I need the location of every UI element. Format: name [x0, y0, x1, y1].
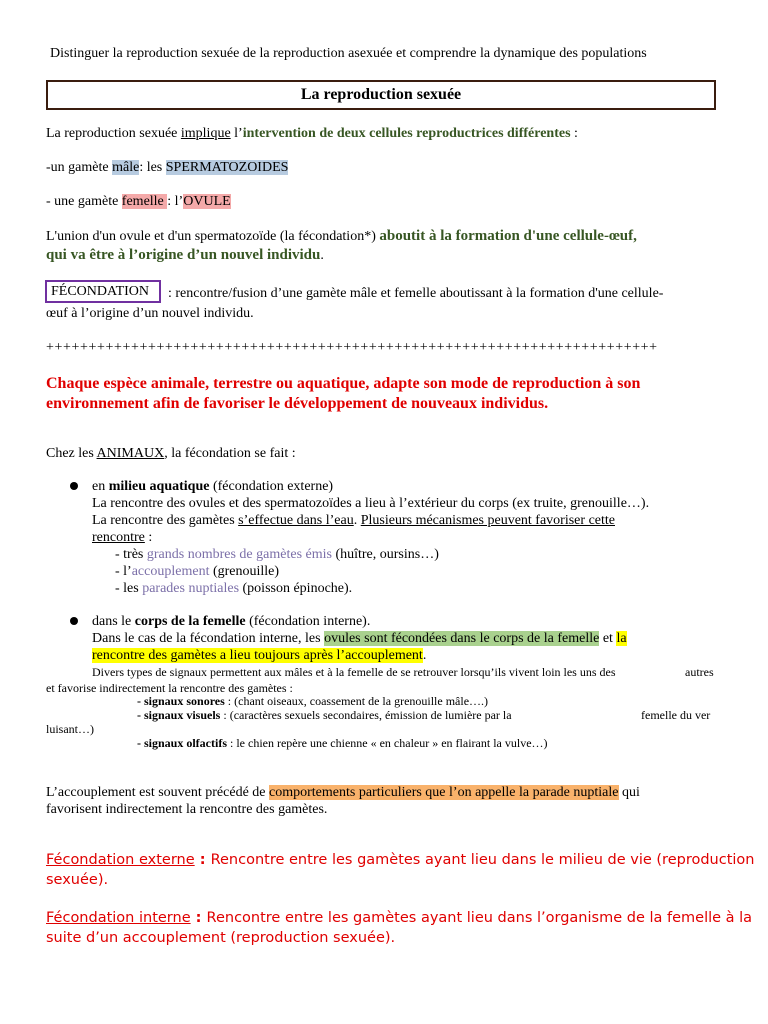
internal-yellow-highlight-1: la — [616, 631, 627, 646]
title-box — [46, 80, 716, 110]
intro-text: La reproduction sexuée — [46, 126, 181, 141]
aquatic-l2b: . — [353, 513, 361, 528]
spermatozoides-highlight: SPERMATOZOIDES — [165, 160, 289, 175]
internal-heading — [92, 613, 370, 630]
ext-def-term: Fécondation externe — [46, 852, 195, 868]
separator: ++++++++++++++++++++++++++++++++++++++++++++++++++++++++++++++++++++++++ — [46, 340, 658, 355]
bullet-aquatic — [70, 482, 78, 490]
union-post: . — [320, 248, 324, 263]
aquatic-line-2 — [92, 512, 615, 529]
ext-def-colon: : — [194, 852, 211, 868]
female-mid: : l’ — [167, 194, 184, 209]
aquatic-line-1: La rencontre des ovules et des spermatozoïdes a lieu à l’extérieur du corps (ex truite, grenouille…). — [92, 496, 650, 511]
int-def-colon: : — [190, 910, 207, 926]
aquatic-l3u: rencontre — [92, 530, 145, 545]
animaux-word: ANIMAUX — [96, 446, 165, 461]
internal-l1b: et — [599, 631, 617, 646]
ovule-highlight: OVULE — [183, 194, 231, 209]
mating-line-1 — [46, 784, 640, 801]
signals-visuels-text: : (caractères sexuels secondaires, émission de lumière par la — [220, 708, 512, 722]
aquatic-heading — [92, 478, 333, 495]
internal-pre: dans le — [92, 614, 135, 629]
definition-line-2: œuf à l’origine d’un nouvel individu. — [46, 306, 254, 321]
mating-line-2: favorisent indirectement la rencontre des gamètes. — [46, 802, 328, 817]
aquatic-sub-1 — [115, 546, 439, 563]
union-line-2 — [46, 246, 324, 265]
signals-visuels-label: - signaux visuels — [137, 708, 221, 722]
aquatic-s3l: parades nuptiales — [142, 581, 240, 596]
signals-line-2: et favorise indirectement la rencontre des gamètes : — [46, 681, 293, 695]
aquatic-s2b: (grenouille) — [209, 564, 280, 579]
internal-l1a: Dans le cas de la fécondation interne, les — [92, 631, 325, 646]
intro-line — [46, 125, 578, 142]
aquatic-sub-2 — [115, 563, 279, 580]
female-highlight: femelle — [121, 194, 168, 209]
mating-pre: L’accouplement est souvent précédé de — [46, 785, 270, 800]
union-pre: L'union d'un ovule et d'un spermatozoïde (la fécondation*) — [46, 229, 380, 244]
statement-line-2: environnement afin de favoriser le développement de nouveaux individus. — [46, 395, 549, 412]
signals-visuels — [137, 708, 512, 722]
aquatic-post: (fécondation externe) — [209, 479, 334, 494]
internal-green-highlight: ovules sont fécondées dans le corps de la femelle — [324, 631, 600, 646]
page-title: La reproduction sexuée — [300, 86, 462, 103]
intro-mid: l’ — [230, 126, 243, 141]
aquatic-s1b: (huître, oursins…) — [331, 547, 439, 562]
internal-post: (fécondation interne). — [245, 614, 371, 629]
definition-line-1: : rencontre/fusion d’une gamète mâle et femelle aboutissant à la formation d'une cellule- — [168, 286, 664, 301]
int-def-line-2: suite d’un accouplement (reproduction sexuée). — [46, 930, 396, 946]
intro-implique: implique — [180, 126, 231, 141]
signals-sonores — [137, 694, 488, 708]
aquatic-s3b: (poisson épinoche). — [239, 581, 353, 596]
aquatic-s3a: - les — [115, 581, 143, 596]
int-def-text: Rencontre entre les gamètes ayant lieu dans l’organisme de la femelle à la — [206, 910, 753, 926]
aquatic-pre: en — [92, 479, 109, 494]
internal-l2b: . — [422, 648, 427, 663]
male-line — [46, 159, 288, 176]
union-bold-1: aboutit à la formation d'une cellule-œuf, — [379, 228, 637, 244]
intro-bold: intervention de deux cellules reproductrices différentes — [242, 126, 571, 141]
signals-olfactifs-label: - signaux olfactifs — [137, 736, 227, 750]
internal-line-1 — [92, 630, 627, 647]
signals-sonores-label: - signaux sonores — [137, 694, 225, 708]
aquatic-sub-3 — [115, 580, 352, 597]
male-highlight: mâle — [112, 160, 140, 175]
intro-post: : — [570, 126, 578, 141]
aquatic-l3b: : — [144, 530, 153, 545]
female-pre: - une gamète — [46, 194, 122, 209]
bullet-internal — [70, 617, 78, 625]
signals-olfactifs-text: : le chien repère une chienne « en chaleur » en flairant la vulve…) — [227, 736, 548, 750]
mating-highlight: comportements particuliers que l’on appelle la parade nuptiale — [269, 785, 619, 800]
statement-line-1: Chaque espèce animale, terrestre ou aquatique, adapte son mode de reproduction à son — [46, 375, 641, 392]
female-line — [46, 193, 231, 210]
fecondation-term-box — [45, 280, 161, 303]
int-def-line-1 — [46, 908, 752, 928]
aquatic-line-3 — [92, 529, 152, 546]
mating-post: qui — [618, 785, 640, 800]
internal-line-2 — [92, 647, 426, 664]
signals-line-1a: Divers types de signaux permettent aux mâles et à la femelle de se retrouver lorsqu’ils vivent loin les uns des — [92, 665, 616, 679]
int-def-term: Fécondation interne — [46, 910, 191, 926]
animaux-line — [46, 445, 296, 462]
fecondation-term: FÉCONDATION — [51, 284, 149, 299]
aquatic-s1a: - très — [115, 547, 147, 562]
ext-def-line-1 — [46, 850, 754, 870]
signals-line-1b: autres — [685, 665, 714, 679]
aquatic-l2a: La rencontre des gamètes — [92, 513, 239, 528]
signals-olfactifs — [137, 736, 548, 750]
signals-visuels-cont: femelle du ver — [641, 708, 711, 722]
male-pre: -un gamète — [46, 160, 113, 175]
aquatic-s2l: accouplement — [131, 564, 210, 579]
male-mid: : les — [139, 160, 166, 175]
internal-yellow-highlight-2: rencontre des gamètes a lieu toujours après l’accouplement — [92, 648, 423, 663]
aquatic-s1l: grands nombres de gamètes émis — [146, 547, 332, 562]
aquatic-l2u1: s’effectue dans l’eau — [238, 513, 354, 528]
union-bold-2: qui va être à l’origine d’un nouvel individu — [46, 247, 321, 263]
ext-def-line-2: sexuée). — [46, 872, 109, 888]
internal-bold: corps de la femelle — [134, 614, 246, 629]
signals-sonores-text: : (chant oiseaux, coassement de la grenouille mâle….) — [224, 694, 489, 708]
animaux-pre: Chez les — [46, 446, 97, 461]
page-subtitle: Distinguer la reproduction sexuée de la reproduction asexuée et comprendre la dynamique des populations — [50, 46, 647, 61]
signals-visuels-cont2: luisant…) — [46, 722, 94, 736]
aquatic-bold: milieu aquatique — [108, 479, 210, 494]
animaux-post: , la fécondation se fait : — [164, 446, 296, 461]
aquatic-s2a: - l’ — [115, 564, 132, 579]
ext-def-text: Rencontre entre les gamètes ayant lieu dans le milieu de vie (reproduction — [210, 852, 755, 868]
union-line-1 — [46, 227, 637, 246]
aquatic-l2u2: Plusieurs mécanismes peuvent favoriser cette — [360, 513, 615, 528]
